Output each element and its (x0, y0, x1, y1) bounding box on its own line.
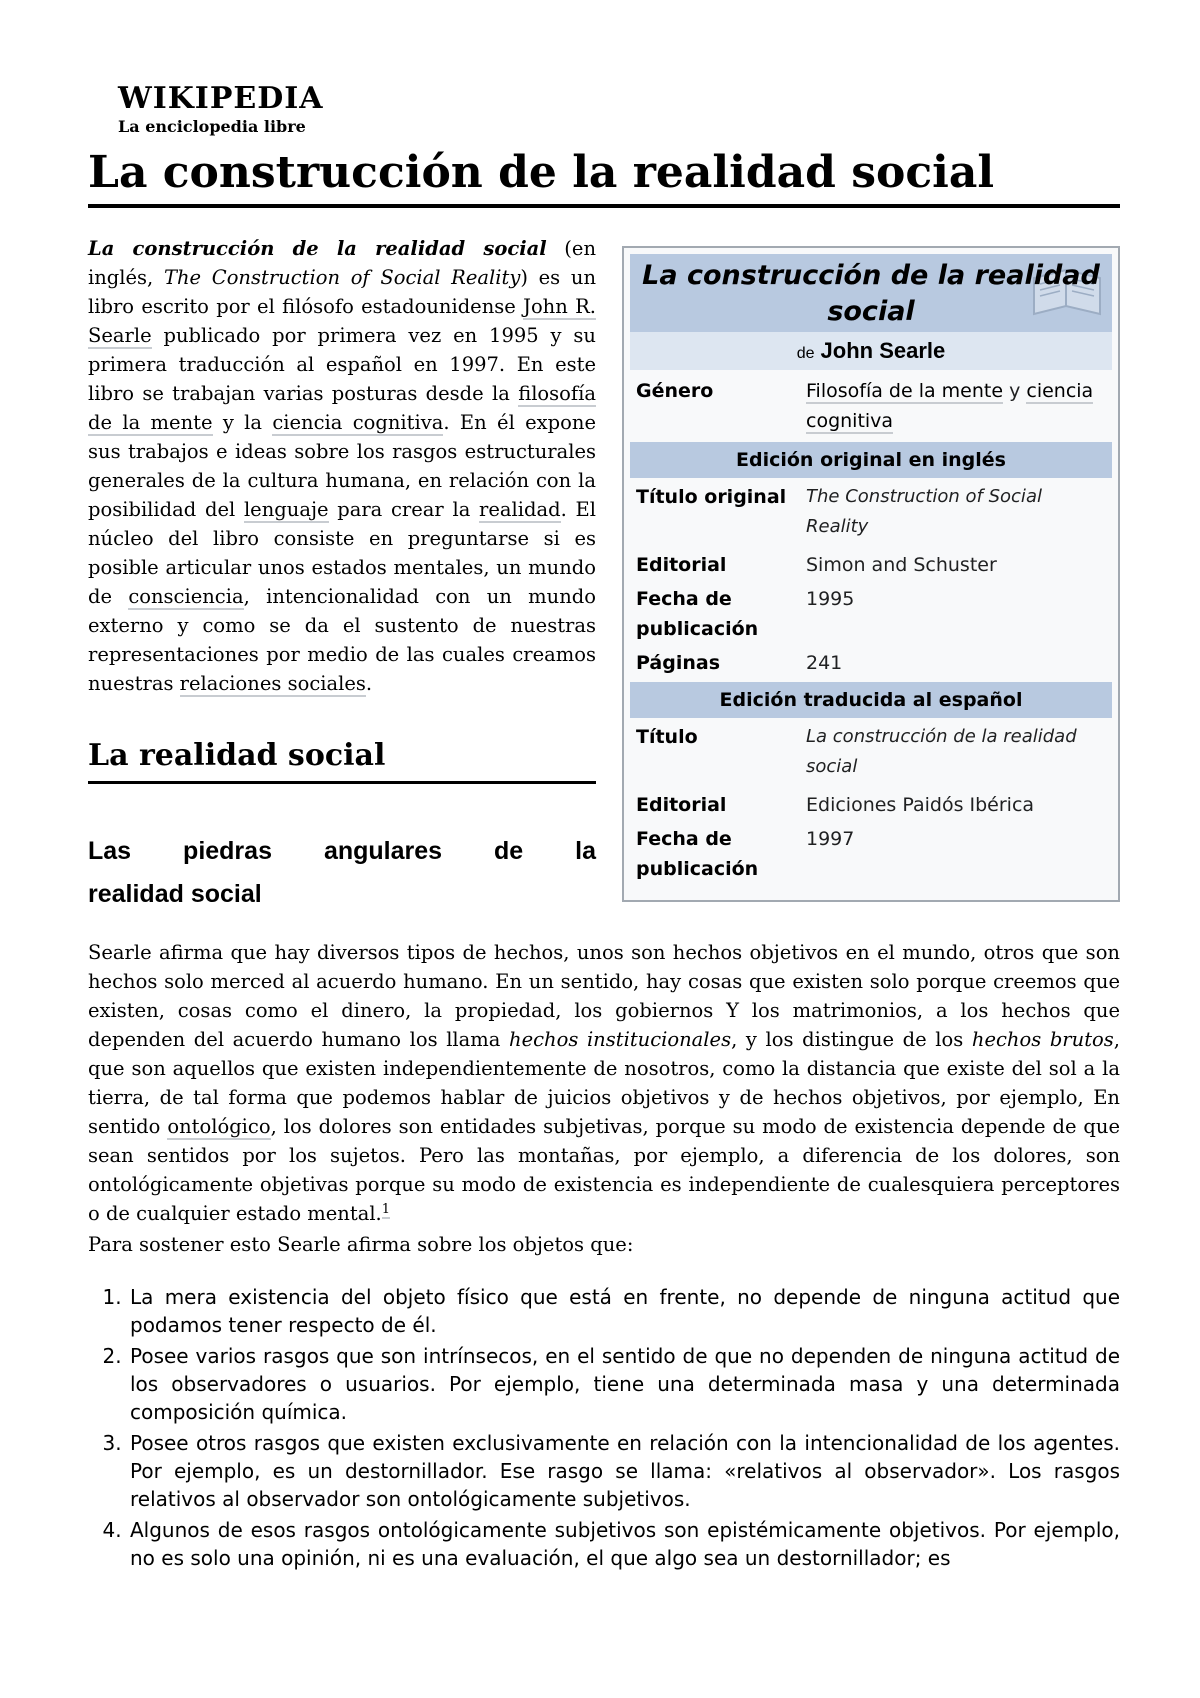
lead-text: (en inglés, (88, 237, 596, 289)
section-divider (88, 781, 596, 784)
wikipedia-logo[interactable] (118, 81, 324, 136)
lead-text: y la (212, 411, 273, 434)
list-item: 3. Posee otros rasgos que existen exclusivamente en relación con la intencionalidad de los agentes. Por ejemplo, es un destornillador. Ese rasgo se llama: «relativos al observador». Los rasgos relativos al observador son ontológicamente subjetivos. (128, 1429, 1120, 1513)
infobox-author (630, 332, 1112, 370)
infobox-row-publisher2 (630, 788, 1112, 822)
link-genre-filosofia-mente[interactable]: Filosofía de la mente (806, 380, 1004, 402)
link-lenguaje[interactable]: lenguaje (243, 498, 329, 521)
author-name: John Searle (820, 338, 946, 363)
pubdate2-label: Fecha de publicación (636, 828, 759, 880)
list-item: 1. La mera existencia del objeto físico que está en frente, no depende de ninguna actitud que podamos tener respecto de él. (128, 1283, 1120, 1339)
pages-label: Páginas (636, 652, 721, 674)
page-title: La construcción de la realidad social (88, 147, 995, 198)
publisher-label: Editorial (636, 554, 727, 576)
subsection-heading-line1: Las piedras angulares de la (88, 837, 596, 865)
paragraph-text: Searle afirma que hay diversos tipos de hechos, unos son hechos objetivos en el mundo, otros que son hechos solo merced al acuerdo humano. En un sentido, hay cosas que existen solo porque creemos que existen, cosas como el dinero, la propiedad, los gobiernos Y los matrimonios, a los hechos que dependen del acuerdo humano los llama (88, 941, 1120, 1051)
pubdate-value: 1995 (806, 588, 855, 610)
infobox (622, 246, 1120, 902)
lead-text: publicado por primera vez en 1995 y su primera traducción al español en 1997. En este libro se trabajan varias posturas desde la (88, 324, 596, 405)
lead-text: para crear la (328, 498, 480, 521)
link-john-searle[interactable]: John R. Searle (88, 295, 596, 347)
paragraph-hechos (88, 938, 1120, 1228)
infobox-section-translated: Edición traducida al español (630, 682, 1112, 718)
lead-paragraph (88, 234, 596, 698)
subsection-heading (88, 830, 596, 916)
section-heading: La realidad social (88, 738, 386, 773)
paragraph-objetos: Para sostener esto Searle afirma sobre los objetos que: (88, 1233, 634, 1256)
genre-value (806, 376, 1106, 436)
logo-tagline: La enciclopedia libre (118, 117, 306, 136)
publisher-value: Simon and Schuster (806, 554, 997, 576)
title-divider (88, 204, 1120, 208)
lead-text: , intencionalidad con un mundo externo y como se da el sustento de nuestras representaciones por medio de las cuales creamos nuestras (88, 585, 596, 695)
infobox-row-genre (630, 370, 1112, 442)
infobox-row-translated-title (630, 718, 1112, 788)
link-filosofia-mente[interactable]: filosofía de la mente (88, 382, 596, 434)
reference-number[interactable]: 1 (381, 1201, 391, 1217)
link-genre-ciencia-cognitiva[interactable]: ciencia cognitiva (806, 380, 1094, 432)
logo-wordmark: WIKIPEDIA (118, 81, 324, 116)
infobox-section-original: Edición original en inglés (630, 442, 1112, 478)
link-ciencia-cognitiva[interactable]: ciencia cognitiva (272, 411, 444, 434)
infobox-row-original-title (630, 478, 1112, 548)
link-relaciones-sociales[interactable]: relaciones sociales (179, 672, 366, 695)
lead-english-title: The Construction of Social Reality (163, 266, 521, 289)
paragraph-text: , que son aquellos que existen independientemente de nosotros, como la distancia que existe del sol a la tierra, de tal forma que podemos hablar de juicios objetivos y de hechos objetivos, por ejemplo, En sentido (88, 1028, 1120, 1138)
lead-bold-title: La construcción de la realidad social (88, 237, 547, 260)
infobox-row-pages (630, 646, 1112, 682)
paragraph-text: , y los distingue de los (731, 1028, 972, 1051)
pages-value: 241 (806, 652, 843, 674)
infobox-title (630, 254, 1112, 332)
objects-list (88, 1283, 1120, 1575)
list-item: 2. Posee varios rasgos que son intrínsecos, en el sentido de que no dependen de ninguna actitud de los observadores o usuarios. Por ejemplo, tiene una determinada masa y una determinada composición química. (128, 1342, 1120, 1426)
subsection-heading-line2: realidad social (88, 880, 262, 908)
genre-separator: y (1003, 380, 1027, 402)
infobox-row-pubdate (630, 582, 1112, 646)
infobox-title-text: La construcción de la realidad social (642, 260, 1100, 327)
author-prefix: de (796, 345, 815, 362)
reference-link[interactable] (382, 1202, 390, 1219)
pubdate2-value: 1997 (806, 828, 855, 850)
original-title-value: The Construction of Social Reality (806, 486, 1042, 537)
lead-text: . (365, 672, 373, 695)
link-realidad[interactable]: realidad (479, 498, 561, 521)
infobox-row-pubdate2 (630, 822, 1112, 890)
link-ontologico[interactable]: ontológico (167, 1115, 271, 1138)
translated-title-value: La construcción de la realidad social (806, 726, 1077, 777)
link-consciencia[interactable]: consciencia (128, 585, 244, 608)
italic-hechos-institucionales: hechos institucionales (509, 1028, 732, 1051)
pubdate-label: Fecha de publicación (636, 588, 759, 640)
publisher2-value: Ediciones Paidós Ibérica (806, 794, 1035, 816)
lead-text: . En él expone sus trabajos e ideas sobre los rasgos estructurales generales de la cultura humana, en relación con la posibilidad del (88, 411, 596, 521)
list-item: 4. Algunos de esos rasgos ontológicamente subjetivos son epistémicamente objetivos. Por ejemplo, no es solo una opinión, ni es una evaluación, el que algo sea un destornillador; es (128, 1516, 1120, 1572)
original-title-label: Título original (636, 486, 787, 508)
publisher2-label: Editorial (636, 794, 727, 816)
paragraph-text: , los dolores son entidades subjetivas, porque su modo de existencia depende de que sean sentidos por los sujetos. Pero las montañas, por ejemplo, a diferencia de los dolores, son ontológicamente objetivas porque su modo de existencia es independiente de cualesquiera perceptores o de cualquier estado mental. (88, 1115, 1120, 1225)
genre-label: Género (636, 380, 714, 402)
infobox-row-publisher (630, 548, 1112, 582)
lead-text: . El núcleo del libro consiste en preguntarse si es posible articular unos estados mentales, un mundo de (88, 498, 596, 608)
italic-hechos-brutos: hechos brutos (971, 1028, 1114, 1051)
lead-text: ) es un libro escrito por el filósofo estadounidense (88, 266, 597, 318)
translated-title-label: Título (636, 726, 698, 748)
